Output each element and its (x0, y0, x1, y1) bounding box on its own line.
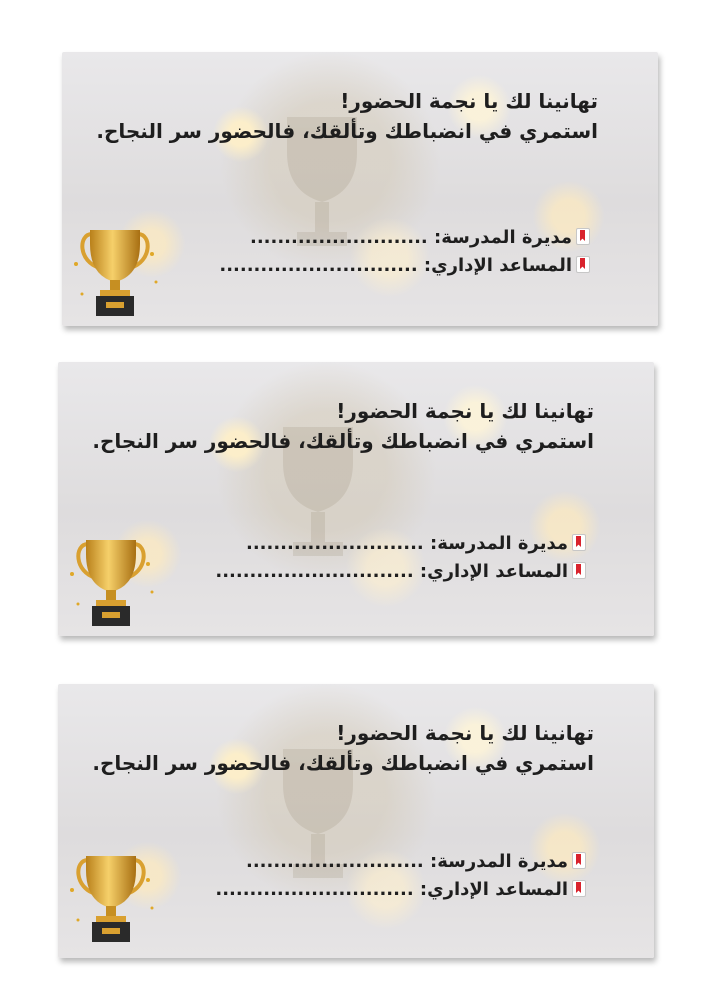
message (96, 86, 598, 146)
principal-signature-row (215, 530, 586, 558)
assistant-signature-line: المساعد الإداري: ............................. (215, 879, 568, 900)
bookmark-icon (576, 256, 590, 273)
bookmark-icon (572, 852, 586, 869)
message (92, 718, 594, 778)
bookmark-icon (572, 534, 586, 551)
assistant-signature-line: المساعد الإداري: ............................. (219, 255, 572, 276)
bookmark-icon (572, 880, 586, 897)
signature-block (215, 848, 586, 904)
certificate-card-1 (62, 52, 658, 326)
bookmark-icon (572, 562, 586, 579)
assistant-signature-row (215, 876, 586, 904)
principal-signature-row (219, 224, 590, 252)
certificate-card-2 (58, 362, 654, 636)
signature-block (215, 530, 586, 586)
principal-signature-line: مديرة المدرسة: .......................... (249, 227, 572, 248)
principal-signature-line: مديرة المدرسة: .......................... (245, 533, 568, 554)
certificate-card-3 (58, 684, 654, 958)
principal-signature-row (215, 848, 586, 876)
message-line-1: تهانينا لك يا نجمة الحضور! (336, 721, 594, 745)
principal-signature-line: مديرة المدرسة: .......................... (245, 851, 568, 872)
bookmark-icon (576, 228, 590, 245)
message (92, 396, 594, 456)
assistant-signature-row (215, 558, 586, 586)
signature-block (219, 224, 590, 280)
trophy-icon (66, 534, 156, 634)
trophy-icon (70, 224, 160, 324)
assistant-signature-row (219, 252, 590, 280)
message-line-2: استمري في انضباطك وتألقك، فالحضور سر النجاح. (92, 429, 594, 453)
message-line-2: استمري في انضباطك وتألقك، فالحضور سر النجاح. (96, 119, 598, 143)
message-line-2: استمري في انضباطك وتألقك، فالحضور سر النجاح. (92, 751, 594, 775)
assistant-signature-line: المساعد الإداري: ............................. (215, 561, 568, 582)
message-line-1: تهانينا لك يا نجمة الحضور! (340, 89, 598, 113)
trophy-icon (66, 850, 156, 950)
message-line-1: تهانينا لك يا نجمة الحضور! (336, 399, 594, 423)
